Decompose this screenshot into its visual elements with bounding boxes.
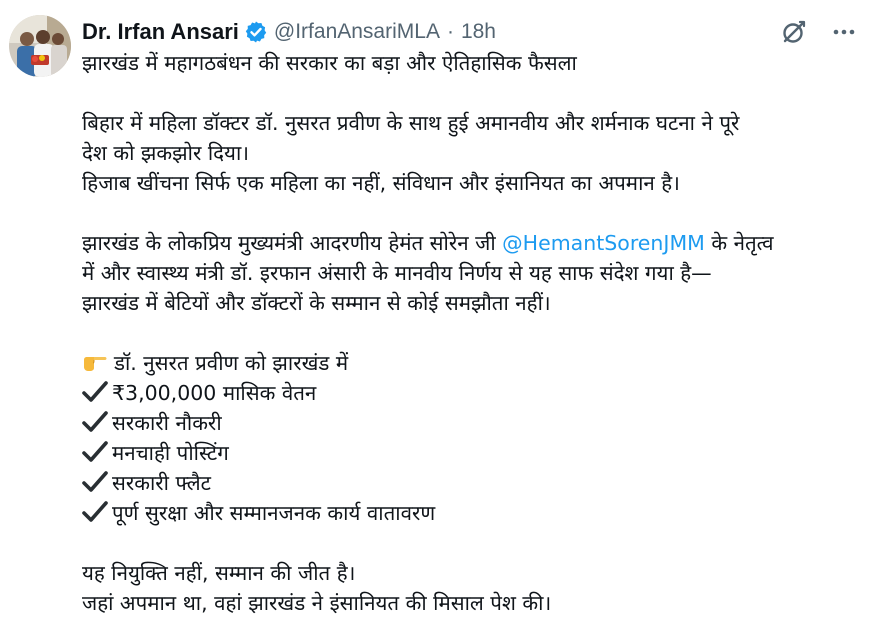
verified-badge-icon[interactable] — [244, 20, 268, 44]
header-separator: · — [446, 20, 454, 43]
author-display-name[interactable]: Dr. Irfan Ansari — [82, 19, 239, 44]
list-item — [82, 498, 862, 528]
list-item-text: पूर्ण सुरक्षा और सम्मानजनक कार्य वातावरण — [112, 501, 436, 525]
tweet-text — [82, 48, 862, 618]
tweet-text-line: जहां अपमान था, वहां झारखंड ने इंसानियत की मिसाल पेश की। — [82, 591, 552, 615]
author-handle[interactable]: @IrfanAnsariMLA — [273, 20, 440, 43]
tweet-timestamp[interactable]: 18h — [460, 20, 496, 43]
tweet-text-line: देश को झकझोर दिया। — [82, 141, 250, 165]
list-item-text: ₹3,00,000 मासिक वेतन — [112, 381, 317, 405]
tweet-text-line: में और स्वास्थ्य मंत्री डॉ. इरफान अंसारी के मानवीय निर्णय से यह साफ संदेश गया है— — [82, 261, 712, 285]
list-item — [82, 408, 862, 438]
list-heading-text: डॉ. नुसरत प्रवीण को झारखंड में — [114, 351, 349, 375]
list-item-text: मनचाही पोस्टिंग — [112, 441, 229, 465]
heavy-check-mark-icon — [82, 440, 108, 464]
heavy-check-mark-icon — [82, 500, 108, 524]
list-item-text: सरकारी फ्लैट — [112, 471, 211, 495]
avatar[interactable] — [9, 15, 71, 77]
paragraph-gap — [82, 318, 862, 348]
heavy-check-mark-icon — [82, 410, 108, 434]
heavy-check-mark-icon — [82, 470, 108, 494]
mention-link[interactable]: @HemantSorenJMM — [502, 231, 705, 255]
paragraph-gap — [82, 198, 862, 228]
tweet-text-line: हिजाब खींचना सिर्फ एक महिला का नहीं, संविधान और इंसानियत का अपमान है। — [82, 171, 680, 195]
paragraph-gap — [82, 78, 862, 108]
list-item — [82, 438, 862, 468]
tweet-text-segment: के नेतृत्व — [704, 231, 774, 255]
more-options-icon[interactable] — [830, 18, 858, 46]
backhand-index-pointing-right-icon — [82, 350, 108, 374]
list-item-text: सरकारी नौकरी — [112, 411, 222, 435]
tweet-header — [82, 16, 496, 48]
tweet-text-line: यह नियुक्ति नहीं, सम्मान की जीत है। — [82, 561, 356, 585]
tweet-text-line: बिहार में महिला डॉक्टर डॉ. नुसरत प्रवीण के साथ हुई अमानवीय और शर्मनाक घटना ने पूरे — [82, 111, 740, 135]
list-item — [82, 378, 862, 408]
tweet-text-segment: झारखंड के लोकप्रिय मुख्यमंत्री आदरणीय हेमंत सोरेन जी — [82, 231, 503, 255]
paragraph-gap — [82, 528, 862, 558]
grok-icon[interactable] — [780, 18, 808, 46]
tweet-headline: झारखंड में महागठबंधन की सरकार का बड़ा और ऐतिहासिक फैसला — [82, 51, 577, 75]
tweet-actions — [780, 18, 858, 46]
tweet-text-line: झारखंड में बेटियों और डॉक्टरों के सम्मान से कोई समझौता नहीं। — [82, 291, 551, 315]
tweet-text-line — [82, 228, 862, 258]
heavy-check-mark-icon — [82, 380, 108, 404]
list-heading — [82, 348, 862, 378]
avatar-photo-icon — [9, 15, 71, 77]
list-item — [82, 468, 862, 498]
